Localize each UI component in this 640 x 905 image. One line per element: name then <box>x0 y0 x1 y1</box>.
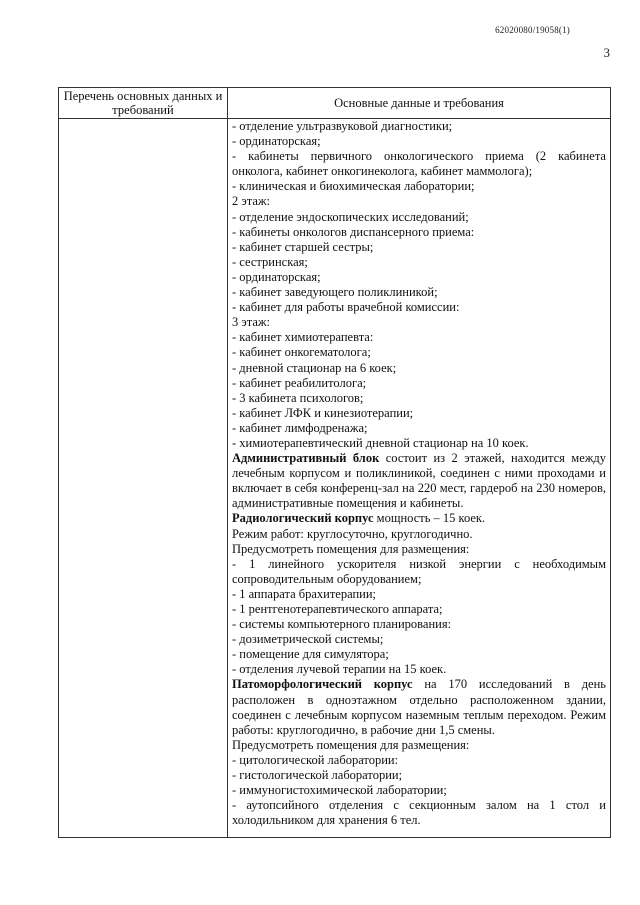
list-item: - отделения лучевой терапии на 15 коек. <box>232 662 447 677</box>
list-item: Предусмотреть помещения для размещения: <box>232 737 470 752</box>
list-item: - 3 кабинета психологов; <box>232 390 364 405</box>
radiology-paragraph <box>232 511 606 526</box>
list-item: - кабинет для работы врачебной комиссии: <box>232 300 460 315</box>
document-code: 62020080/19058(1) <box>495 25 570 35</box>
page-number: 3 <box>603 45 610 60</box>
list-item: - дозиметрической системы; <box>232 632 384 647</box>
list-item: - кабинет лимфодренажа; <box>232 420 368 435</box>
list-item: - кабинет старшей сестры; <box>232 239 374 254</box>
requirements-content-cell <box>228 119 611 838</box>
pathology-text: на 170 исследований в день расположен в одноэтажном отдельно расположенном здании, соединен с лечебным корпусом наземным теплым переходом. Режим работы: круглогодично, в рабочие дни 1,5 смены. <box>232 677 606 737</box>
list-item: - ординаторская; <box>232 134 321 149</box>
list-item: - гистологической лаборатории; <box>232 768 403 783</box>
list-item: - 1 линейного ускорителя низкой энергии с необходимым сопроводительным оборудованием; <box>232 556 606 586</box>
list-item: - кабинет ЛФК и кинезиотерапии; <box>232 405 414 420</box>
list-item: - кабинеты первичного онкологического приема (2 кабинета онколога, кабинет онкогинеколога, кабинет маммолога); <box>232 149 606 179</box>
radiology-title: Радиологический корпус <box>232 511 374 526</box>
list-item: - ординаторская; <box>232 269 321 284</box>
list-item: - отделение эндоскопических исследований; <box>232 209 469 224</box>
col1-header: Перечень основных данных и требований <box>59 88 228 119</box>
list-item: - кабинет реабилитолога; <box>232 375 367 390</box>
list-item: - кабинет онкогематолога; <box>232 345 371 360</box>
list-item: - клиническая и биохимическая лаборатории; <box>232 179 475 194</box>
pathology-title: Патоморфологический корпус <box>232 677 413 692</box>
list-item: - кабинет заведующего поликлиникой; <box>232 285 438 300</box>
list-item: Режим работ: круглосуточно, круглогодично. <box>232 526 473 541</box>
pathology-paragraph <box>232 677 606 737</box>
col1-empty-cell <box>59 119 228 838</box>
table-content-row <box>59 119 611 838</box>
list-item: - химиотерапевтический дневной стационар на 10 коек. <box>232 435 529 450</box>
list-item: - помещение для симулятора; <box>232 647 389 662</box>
admin-block-paragraph <box>232 451 606 511</box>
list-item: - дневной стационар на 6 коек; <box>232 360 397 375</box>
radiology-text: мощность – 15 коек. <box>373 511 486 526</box>
list-item: - иммуногистохимической лаборатории; <box>232 783 447 798</box>
list-item: - сестринская; <box>232 254 308 269</box>
floor-heading: 2 этаж: <box>232 194 271 209</box>
list-item: - 1 аппарата брахитерапии; <box>232 586 377 601</box>
list-item: Предусмотреть помещения для размещения: <box>232 541 470 556</box>
list-item: - системы компьютерного планирования: <box>232 617 452 632</box>
admin-block-text: состоит из 2 этажей, находится между лечебным корпусом и поликлиникой, соединен с ними проходами и включает в себя конференц-зал на 220 мест, гардероб на 230 номеров, административные помещения и кабинеты. <box>232 451 606 511</box>
list-item: - кабинет химиотерапевта: <box>232 330 374 345</box>
list-item: - цитологической лаборатории: <box>232 752 399 767</box>
list-item: - аутопсийного отделения с секционным залом на 1 стол и холодильником для хранения 6 тел. <box>232 798 606 828</box>
requirements-table <box>58 87 611 838</box>
list-item: - 1 рентгенотерапевтического аппарата; <box>232 602 443 616</box>
admin-block-title: Административный блок <box>232 451 380 466</box>
list-item: - отделение ультразвуковой диагностики; <box>232 119 453 133</box>
list-item: - кабинеты онкологов диспансерного приема: <box>232 224 475 239</box>
table-header-row <box>59 88 611 119</box>
col2-header: Основные данные и требования <box>228 88 611 119</box>
floor-heading: 3 этаж: <box>232 315 271 330</box>
